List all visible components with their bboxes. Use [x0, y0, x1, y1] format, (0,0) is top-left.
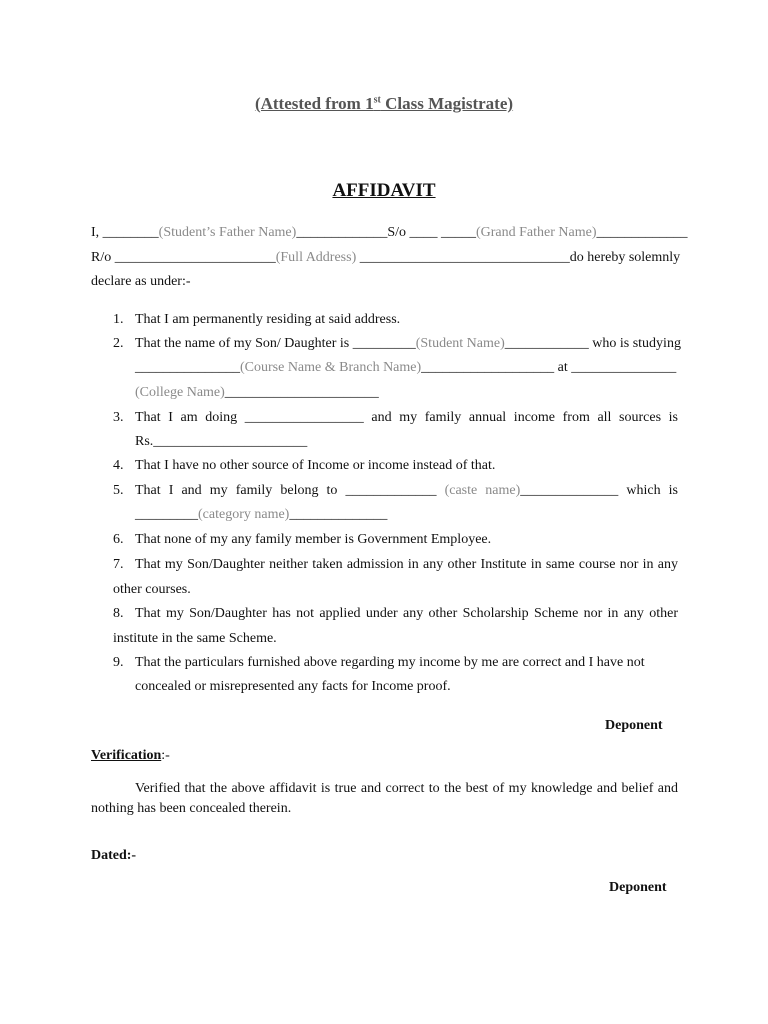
list-item-7-line-1: That my Son/Daughter neither taken admission in any other Institute in same course nor in any	[135, 557, 678, 572]
list-item-8-line-2: institute in the same Scheme.	[113, 631, 277, 646]
list-item-3-line-2: Rs.______________________	[135, 434, 308, 449]
list-item-2-line-1: That the name of my Son/ Daughter is _________(Student Name)____________ who is studying	[135, 336, 681, 351]
item-number: 8.	[113, 606, 124, 621]
item-number: 1.	[113, 312, 124, 327]
list-item-2-line-3: (College Name)______________________	[135, 385, 379, 400]
list-item-1: That I am permanently residing at said address.	[135, 312, 401, 327]
item-number: 4.	[113, 458, 124, 473]
intro-line-1: I, ________(Student’s Father Name)_____________S/o ____ _____(Grand Father Name)_____________	[91, 225, 688, 240]
list-item-2-line-2: _______________(Course Name & Branch Name)___________________ at _______________	[135, 360, 677, 375]
verification-heading: Verification:-	[91, 748, 170, 763]
list-item-4: That I have no other source of Income or income instead of that.	[135, 458, 496, 473]
caste-name-placeholder: (caste name)	[444, 483, 521, 498]
deponent-label: Deponent	[605, 718, 663, 733]
father-name-placeholder: (Student’s Father Name)	[158, 225, 297, 240]
item-number: 3.	[113, 410, 124, 425]
verification-label: Verification	[91, 748, 162, 763]
list-item-9-line-1: That the particulars furnished above regarding my income by me are correct and I have not	[135, 655, 645, 670]
item-number: 6.	[113, 532, 124, 547]
list-item-9-line-2: concealed or misrepresented any facts for Income proof.	[135, 679, 451, 694]
list-item-5-line-2: _________(category name)______________	[135, 507, 388, 522]
dated-label: Dated:-	[91, 848, 137, 863]
college-name-placeholder: (College Name)	[135, 385, 225, 400]
attested-text: (Attested from 1	[254, 94, 374, 113]
item-number: 7.	[113, 557, 124, 572]
page-title: AFFIDAVIT	[332, 180, 436, 201]
item-number: 2.	[113, 336, 124, 351]
category-name-placeholder: (category name)	[198, 507, 290, 522]
attested-text-end: Class Magistrate)	[380, 94, 514, 113]
list-item-5-line-1: That I and my family belong to _____________ (caste name)______________ which is	[135, 483, 678, 498]
attested-heading	[0, 94, 768, 114]
list-item-3-line-1: That I am doing _________________ and my family annual income from all sources is	[135, 410, 678, 425]
deponent-signature-label: Deponent	[609, 880, 667, 895]
full-address-placeholder: (Full Address)	[275, 250, 357, 265]
course-name-placeholder: (Course Name & Branch Name)	[240, 360, 422, 375]
list-item-7-line-2: other courses.	[113, 582, 191, 597]
intro-line-2: R/o _______________________(Full Address) ______________________________do hereby solemnly	[91, 250, 681, 265]
grandfather-name-placeholder: (Grand Father Name)	[476, 225, 597, 240]
attested-sup: st	[373, 94, 381, 106]
verification-text: Verified that the above affidavit is true and correct to the best of my knowledge and belief and nothing has been concealed therein.	[91, 781, 678, 816]
intro-line-3: declare as under:-	[91, 274, 191, 289]
list-item-6: That none of my any family member is Government Employee.	[135, 532, 492, 547]
item-number: 9.	[113, 655, 124, 670]
item-number: 5.	[113, 483, 124, 498]
list-item-8-line-1: That my Son/Daughter has not applied under any other Scholarship Scheme nor in any other	[135, 606, 678, 621]
student-name-placeholder: (Student Name)	[415, 336, 505, 351]
